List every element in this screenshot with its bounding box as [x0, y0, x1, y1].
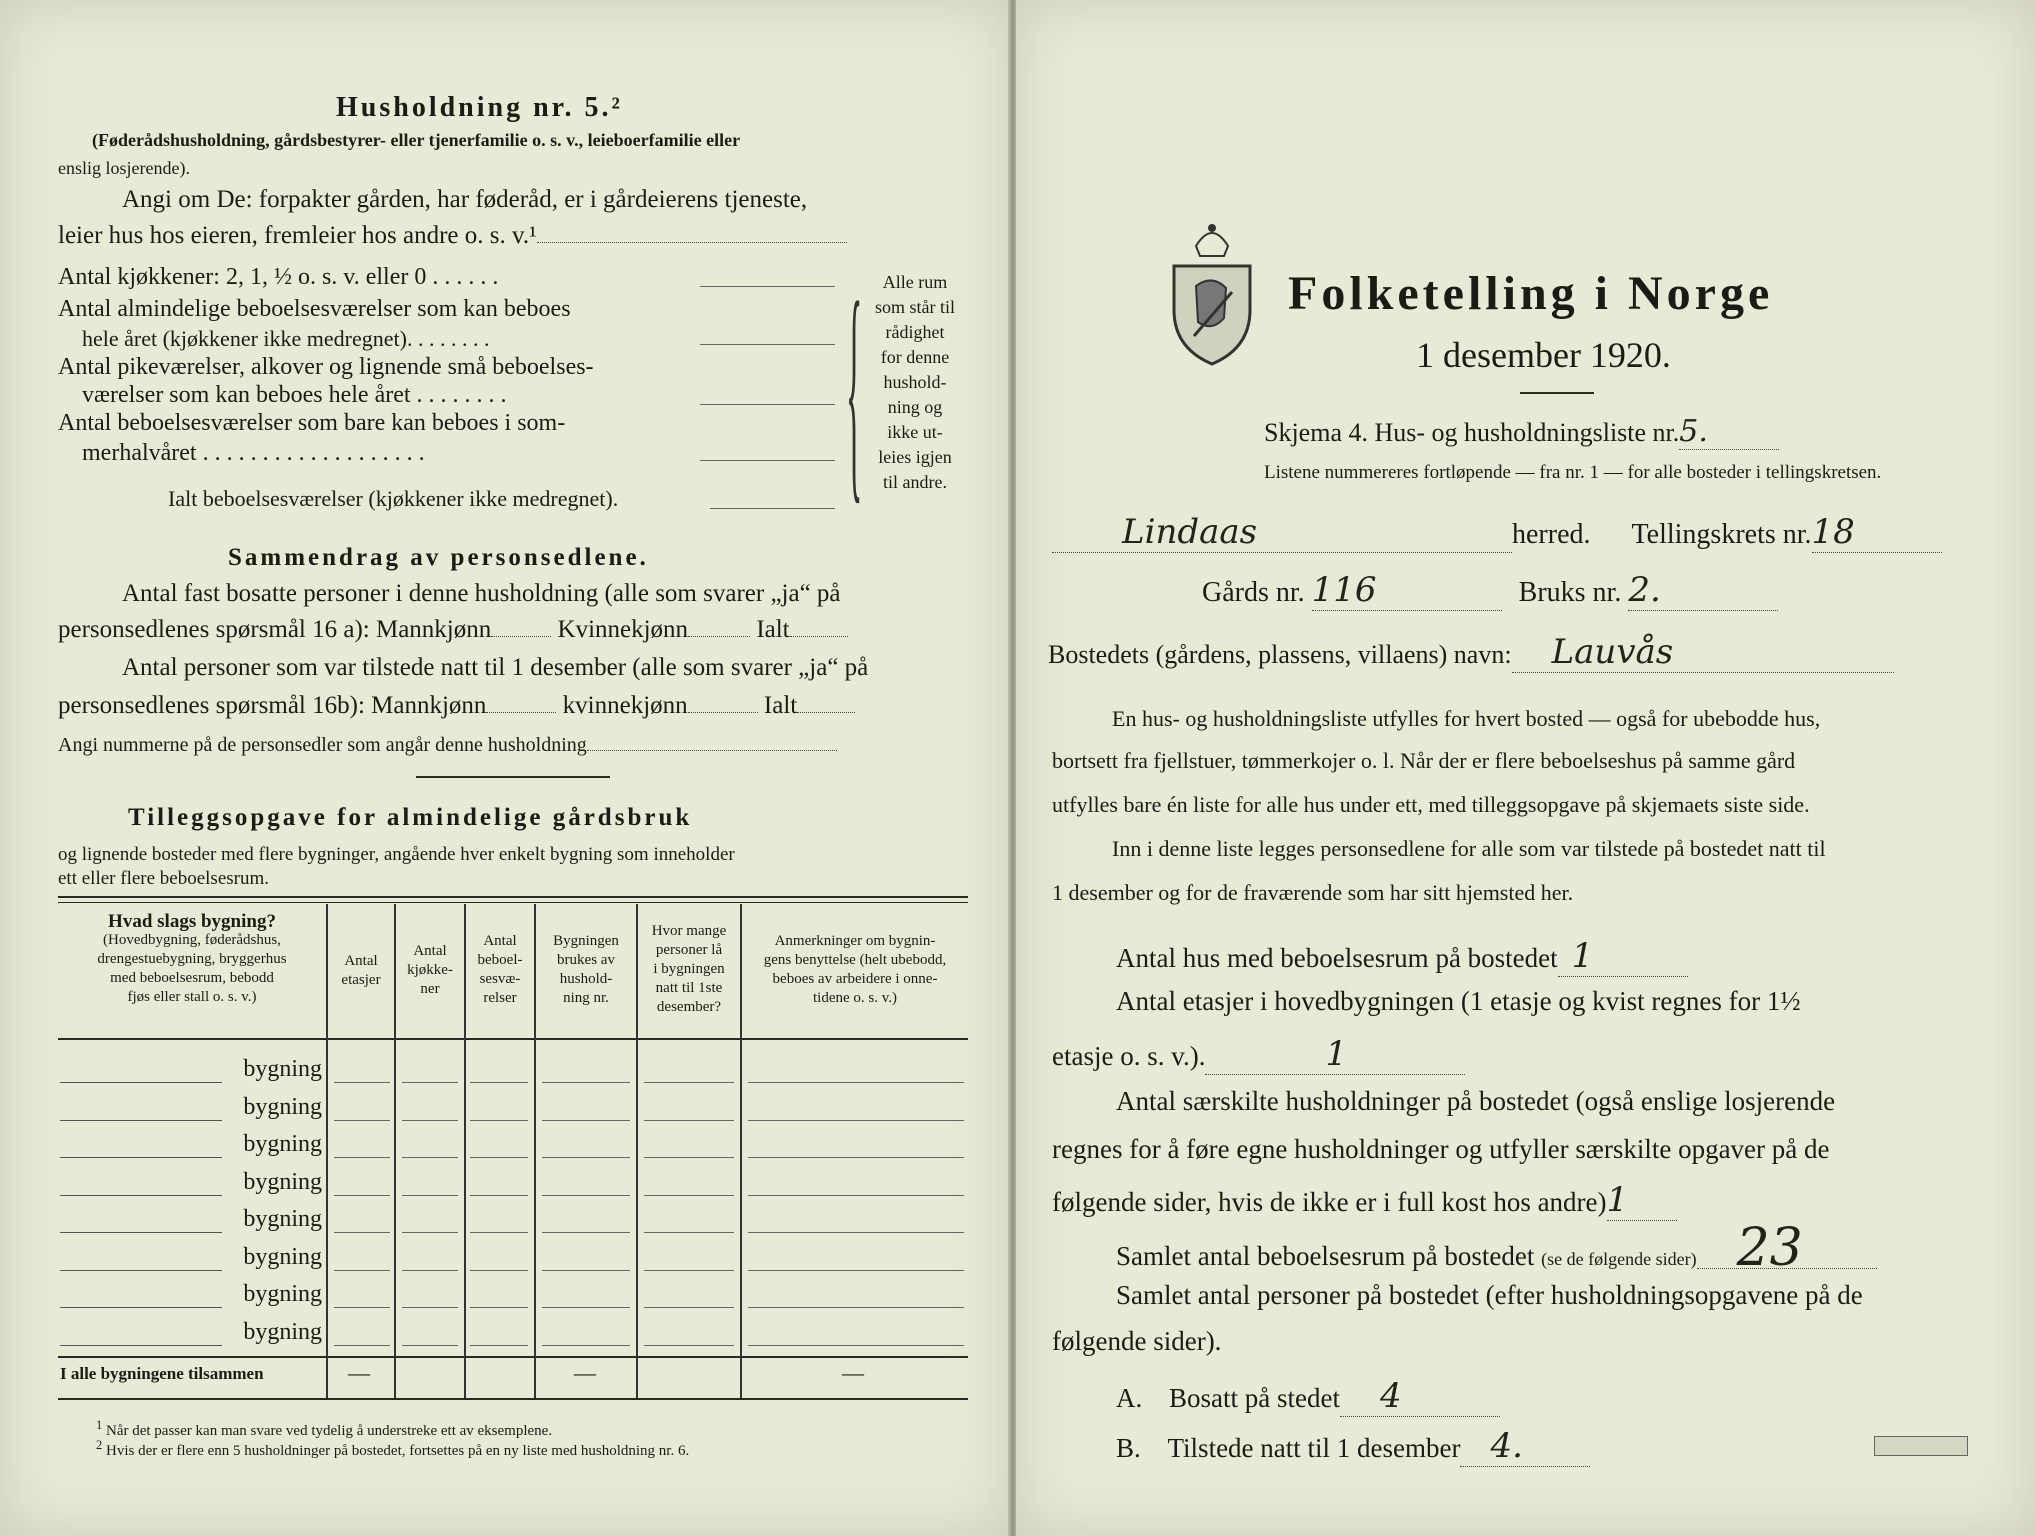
- table-total-rule: [58, 1356, 968, 1358]
- herred-value[interactable]: Lindaas: [1052, 512, 1512, 553]
- hush-line-3: [1052, 1180, 1677, 1221]
- bosted-line: [1048, 632, 1894, 673]
- table-header-household: [536, 932, 636, 1008]
- table-cell[interactable]: [644, 1270, 734, 1271]
- summary-b-total-label: Ialt: [763, 692, 798, 719]
- household-title: Husholdning nr. 5.²: [336, 92, 623, 123]
- header-line: Antal: [344, 953, 378, 969]
- side-note-line: Alle rum: [882, 272, 948, 292]
- table-cell[interactable]: [402, 1157, 458, 1158]
- herred-label: herred.: [1512, 519, 1591, 550]
- table-cell[interactable]: [748, 1120, 964, 1121]
- supplement-text-2: ett eller flere beboelsesrum.: [58, 868, 270, 889]
- tilstede-letter: B.: [1116, 1433, 1141, 1463]
- pers-line-1: Samlet antal personer på bostedet (efter husholdningsopgavene på de: [1116, 1280, 1863, 1310]
- row-label: bygning: [243, 1243, 322, 1270]
- angi-fill[interactable]: [537, 242, 847, 243]
- table-cell[interactable]: [748, 1232, 964, 1233]
- header-line: beboes av arbeidere i onne-: [772, 971, 938, 987]
- footnote-1-number: 1: [96, 1418, 103, 1432]
- maid-fill[interactable]: [700, 404, 835, 405]
- table-cell[interactable]: [402, 1232, 458, 1233]
- hush-line-1: Antal særskilte husholdninger på bostedet (også enslige losjerende: [1116, 1086, 1836, 1116]
- building-type-fill[interactable]: [60, 1270, 222, 1271]
- table-cell[interactable]: [470, 1157, 528, 1158]
- pers-line-2: følgende sider).: [1052, 1326, 1222, 1356]
- table-cell[interactable]: [644, 1157, 734, 1158]
- info-line-4: Inn i denne liste legges personsedlene for alle som var tilstede på bostedet natt til: [1112, 836, 1826, 861]
- numbers-line-text: Angi nummerne på de personsedler som angår denne husholdning: [58, 734, 587, 756]
- table-cell[interactable]: [470, 1195, 528, 1196]
- title-divider: [1520, 392, 1594, 394]
- side-note-line: hushold-: [883, 372, 947, 392]
- table-cell[interactable]: [470, 1307, 528, 1308]
- numbers-fill[interactable]: [587, 750, 837, 751]
- row-label: bygning: [243, 1206, 322, 1232]
- header-line: med beboelsesrum, bebodd: [110, 970, 274, 986]
- table-cell[interactable]: [470, 1232, 528, 1233]
- header-line: hushold-: [559, 971, 613, 987]
- side-note-line: til andre.: [883, 472, 947, 492]
- header-line: etasjer: [341, 972, 381, 988]
- table-cell[interactable]: [542, 1120, 630, 1121]
- hus-value[interactable]: 1: [1558, 936, 1688, 977]
- table-cell[interactable]: [644, 1345, 734, 1346]
- table-cell[interactable]: [402, 1345, 458, 1346]
- bosted-value[interactable]: Lauvås: [1512, 632, 1894, 673]
- summary-a-female-label: Kvinnekjønn: [557, 616, 689, 643]
- table-header-rule: [58, 1038, 968, 1040]
- header-line: personer lå: [655, 942, 723, 958]
- row-label: bygning: [243, 1281, 322, 1307]
- header-line: ner: [420, 981, 440, 997]
- header-line: ning nr.: [563, 990, 609, 1006]
- krets-label: Tellingskrets nr.: [1631, 519, 1812, 550]
- building-type-fill[interactable]: [60, 1157, 222, 1158]
- summary-a-line-2: [58, 616, 848, 644]
- right-page: [1016, 0, 2035, 1536]
- info-line-5: 1 desember og for de fraværende som har sitt hjemsted her.: [1052, 880, 1574, 905]
- gard-label: Gårds nr.: [1202, 577, 1305, 608]
- total-rooms-fill[interactable]: [710, 508, 835, 509]
- header-line: drengestuebygning, bryggerhus: [97, 951, 287, 967]
- table-top-rule-inner: [58, 902, 968, 903]
- building-type-fill[interactable]: [60, 1082, 222, 1083]
- table-bottom-rule: [58, 1398, 968, 1400]
- bosatt-value[interactable]: 4: [1340, 1376, 1500, 1417]
- row-label: bygning: [243, 1168, 322, 1195]
- building-type-fill[interactable]: [60, 1307, 222, 1308]
- rom-value[interactable]: 23: [1697, 1228, 1877, 1269]
- section-divider: [416, 776, 610, 778]
- census-date: 1 desember 1920.: [1416, 335, 1671, 375]
- header-line: tidene o. s. v.): [812, 990, 897, 1006]
- etasjer-line-2: [1052, 1034, 1465, 1075]
- bosatt-line: [1116, 1376, 1500, 1417]
- table-cell[interactable]: [644, 1195, 734, 1196]
- q-total: Ialt beboelsesværelser (kjøkkener ikke medregnet).: [168, 486, 619, 511]
- q-kitchens: Antal kjøkkener: 2, 1, ½ o. s. v. eller 0 . . . . . .: [58, 264, 499, 290]
- printer-stamp: [1874, 1436, 1968, 1456]
- herred-line: [1052, 512, 1942, 553]
- header-line: gens benyttelse (helt ubebodd,: [763, 952, 947, 968]
- tilstede-label: Tilstede natt til 1 desember: [1167, 1433, 1461, 1463]
- table-top-rule: [58, 896, 968, 898]
- side-note-line: ning og: [887, 397, 943, 417]
- side-note-line: som står til: [875, 297, 955, 317]
- header-line: fjøs eller stall o. s. v.): [127, 989, 257, 1005]
- numbers-line: [58, 734, 837, 757]
- brace: {: [846, 261, 863, 528]
- summary-title: Sammendrag av personsedlene.: [228, 544, 649, 571]
- q-summer-cont: merhalvåret . . . . . . . . . . . . . . . . . . .: [82, 440, 425, 466]
- summary-a-line-1: Antal fast bosatte personer i denne husholdning (alle som svarer „ja“ på: [122, 580, 841, 607]
- table-cell[interactable]: [402, 1082, 458, 1083]
- census-title: Folketelling i Norge: [1288, 267, 1774, 320]
- header-line: Anmerkninger om bygnin-: [774, 933, 936, 949]
- etasjer-label: etasje o. s. v.).: [1052, 1041, 1206, 1071]
- tilstede-value[interactable]: 4.: [1460, 1426, 1590, 1467]
- schema-label: Skjema 4. Hus- og husholdningsliste nr.: [1264, 418, 1680, 447]
- table-cell[interactable]: [402, 1270, 458, 1271]
- summary-a-male-label: personsedlenes spørsmål 16 a): Mannkjønn: [58, 616, 492, 643]
- table-cell[interactable]: [334, 1307, 390, 1308]
- hush-value[interactable]: 1: [1607, 1180, 1677, 1221]
- info-line-2: bortsett fra fjellstuer, tømmerkojer o. l. Når der er flere beboelseshus på samme gård: [1052, 748, 1796, 773]
- table-header-persons: [638, 922, 740, 1017]
- schema-line: [1264, 414, 1779, 450]
- info-line-1: En hus- og husholdningsliste utfylles for hvert bosted — også for ubebodde hus,: [1112, 706, 1821, 731]
- header-line: Bygningen: [553, 933, 619, 949]
- table-total-label: I alle bygningene tilsammen: [60, 1364, 264, 1383]
- table-cell[interactable]: [542, 1157, 630, 1158]
- schema-value[interactable]: 5.: [1679, 414, 1779, 450]
- table-cell[interactable]: [470, 1120, 528, 1121]
- table-cell[interactable]: [334, 1270, 390, 1271]
- gard-line: [1202, 570, 1778, 611]
- summary-b-female-label: kvinnekjønn: [562, 692, 688, 719]
- row-label: bygning: [243, 1093, 322, 1120]
- rom-note: (se de følgende sider): [1541, 1249, 1697, 1269]
- angi-line-2: [58, 222, 847, 250]
- header-line: Antal: [413, 943, 447, 959]
- side-note-line: leies igjen: [878, 447, 952, 467]
- row-label: bygning: [243, 1318, 322, 1345]
- table-cell[interactable]: [644, 1082, 734, 1083]
- side-note: [860, 270, 970, 495]
- summary-b-line-2: [58, 692, 855, 720]
- gard-value[interactable]: 116: [1312, 570, 1502, 611]
- q-maid: Antal pikeværelser, alkover og lignende små beboelses-: [58, 354, 594, 380]
- header-line: (Hovedbygning, føderådshus,: [103, 932, 281, 948]
- table-cell[interactable]: [542, 1082, 630, 1083]
- kitchens-fill[interactable]: [700, 286, 835, 287]
- bosatt-label: Bosatt på stedet: [1169, 1383, 1340, 1413]
- table-cell[interactable]: [470, 1270, 528, 1271]
- header-line: Antal: [483, 933, 517, 949]
- table-cell[interactable]: [334, 1195, 390, 1196]
- table-cell[interactable]: [748, 1270, 964, 1271]
- table-cell[interactable]: [748, 1157, 964, 1158]
- table-cell[interactable]: [470, 1082, 528, 1083]
- footnote-1: [96, 1418, 552, 1440]
- building-type-fill[interactable]: [60, 1120, 222, 1121]
- summary-a-total-label: Ialt: [756, 616, 790, 643]
- q-rooms: Antal almindelige beboelsesværelser som kan beboes: [58, 296, 571, 322]
- table-cell[interactable]: [748, 1345, 964, 1346]
- table-cell[interactable]: [402, 1307, 458, 1308]
- summary-a-total-fill[interactable]: [790, 636, 848, 637]
- footnote-2-text: Hvis der er flere enn 5 husholdninger på bostedet, fortsettes på en ny liste med husholdning nr. 6.: [106, 1443, 690, 1459]
- left-page: [0, 0, 1010, 1536]
- rom-label: Samlet antal beboelsesrum på bostedet: [1116, 1241, 1535, 1271]
- table-cell[interactable]: [748, 1195, 964, 1196]
- building-type-fill[interactable]: [60, 1232, 222, 1233]
- header-line: beboel-: [477, 952, 523, 968]
- table-cell[interactable]: [542, 1195, 630, 1196]
- hush-label: følgende sider, hvis de ikke er i full kost hos andre): [1052, 1187, 1607, 1217]
- tilstede-line: [1116, 1426, 1590, 1467]
- table-cell[interactable]: [334, 1345, 390, 1346]
- table-cell[interactable]: [748, 1082, 964, 1083]
- etasjer-value[interactable]: 1: [1205, 1034, 1465, 1075]
- bosatt-letter: A.: [1116, 1383, 1143, 1413]
- side-note-line: ikke ut-: [887, 422, 943, 442]
- table-header-rooms: [466, 932, 534, 1008]
- listene-note: Listene nummereres fortløpende — fra nr. 1 — for alle bosteder i tellingskretsen.: [1264, 462, 1882, 483]
- bosted-label: Bostedets (gårdens, plassens, villaens) navn:: [1048, 640, 1512, 669]
- summary-b-line-1: Antal personer som var tilstede natt til 1 desember (alle som svarer „ja“ på: [122, 654, 869, 681]
- table-cell[interactable]: [334, 1157, 390, 1158]
- supplement-title: Tilleggsopgave for almindelige gårdsbruk: [128, 804, 693, 831]
- header-line: natt til 1ste: [655, 980, 723, 996]
- header-line: relser: [483, 990, 517, 1006]
- rooms-fill[interactable]: [700, 344, 835, 345]
- total-remarks-dash: —: [842, 1360, 864, 1385]
- table-header-floors: [328, 952, 394, 990]
- bruk-value[interactable]: 2.: [1628, 570, 1778, 611]
- total-household-dash: —: [574, 1360, 596, 1385]
- table-cell[interactable]: [644, 1120, 734, 1121]
- table-cell[interactable]: [542, 1270, 630, 1271]
- header-line: i bygningen: [653, 961, 725, 977]
- footnote-2-number: 2: [96, 1438, 103, 1452]
- angi-line-2-text: leier hus hos eieren, fremleier hos andre o. s. v.¹: [58, 222, 537, 249]
- krets-value[interactable]: 18: [1812, 512, 1942, 553]
- table-cell[interactable]: [542, 1232, 630, 1233]
- table-cell[interactable]: [748, 1307, 964, 1308]
- bruk-label: Bruks nr.: [1518, 577, 1622, 608]
- hush-line-2: regnes for å føre egne husholdninger og utfyller særskilte opgaver på de: [1052, 1134, 1830, 1164]
- table-cell[interactable]: [542, 1307, 630, 1308]
- table-cell[interactable]: [334, 1120, 390, 1121]
- q-rooms-cont: hele året (kjøkkener ikke medregnet). . . . . . . .: [82, 326, 490, 351]
- header-line: sesvæ-: [479, 971, 521, 987]
- row-label: bygning: [243, 1056, 322, 1082]
- row-label: bygning: [243, 1131, 322, 1157]
- table-cell[interactable]: [334, 1232, 390, 1233]
- table-cell[interactable]: [402, 1195, 458, 1196]
- household-subtitle: (Føderådshusholdning, gårdsbestyrer- eller tjenerfamilie o. s. v., leieboerfamilie eller: [92, 130, 741, 150]
- household-subtitle-cont: enslig losjerende).: [58, 158, 190, 178]
- footnote-2: [96, 1438, 689, 1460]
- supplement-text-1: og lignende bosteder med flere bygninger, angående hver enkelt bygning som inneholder: [58, 844, 735, 865]
- etasjer-line-1: Antal etasjer i hovedbygningen (1 etasje og kvist regnes for 1½: [1116, 986, 1801, 1016]
- table-header-building: [60, 912, 324, 1007]
- table-cell[interactable]: [644, 1232, 734, 1233]
- table-header-remarks: [742, 932, 968, 1008]
- table-cell[interactable]: [402, 1120, 458, 1121]
- header-line: kjøkke-: [407, 962, 453, 978]
- info-line-3: utfylles bare én liste for alle hus under ett, med tilleggsopgave på skjemaets siste side.: [1052, 792, 1810, 817]
- table-cell[interactable]: [334, 1082, 390, 1083]
- header-line: desember?: [656, 999, 722, 1015]
- summary-b-male-label: personsedlenes spørsmål 16b): Mannkjønn: [58, 692, 487, 719]
- hus-label: Antal hus med beboelsesrum på bostedet: [1116, 943, 1558, 973]
- summary-a-female-fill[interactable]: [688, 636, 750, 637]
- summer-fill[interactable]: [700, 460, 835, 461]
- rom-line: [1116, 1218, 1877, 1278]
- hus-line: [1116, 936, 1688, 977]
- building-type-fill[interactable]: [60, 1195, 222, 1196]
- side-note-line: rådighet: [885, 322, 945, 342]
- summary-b-total-fill[interactable]: [797, 712, 855, 713]
- summary-a-male-fill[interactable]: [491, 636, 551, 637]
- q-maid-cont: værelser som kan beboes hele året . . . . . . . .: [82, 382, 507, 408]
- side-note-line: for denne: [880, 347, 950, 367]
- header-line: Hvad slags bygning?: [108, 911, 276, 932]
- footnote-1-text: Når det passer kan man svare ved tydelig å understreke ett av eksemplene.: [106, 1423, 553, 1439]
- table-header-kitchens: [396, 942, 464, 999]
- coat-of-arms-icon: [1166, 218, 1258, 368]
- table-cell[interactable]: [542, 1345, 630, 1346]
- table-cell[interactable]: [470, 1345, 528, 1346]
- q-summer: Antal beboelsesværelser som bare kan beboes i som-: [58, 410, 566, 436]
- angi-line-1: Angi om De: forpakter gården, har føderåd, er i gårdeierens tjeneste,: [122, 186, 808, 213]
- summary-b-male-fill[interactable]: [486, 712, 556, 713]
- building-type-fill[interactable]: [60, 1345, 222, 1346]
- summary-b-female-fill[interactable]: [688, 712, 758, 713]
- header-line: brukes av: [557, 952, 615, 968]
- total-floors-dash: —: [348, 1360, 370, 1385]
- header-line: Hvor mange: [651, 923, 727, 939]
- table-cell[interactable]: [644, 1307, 734, 1308]
